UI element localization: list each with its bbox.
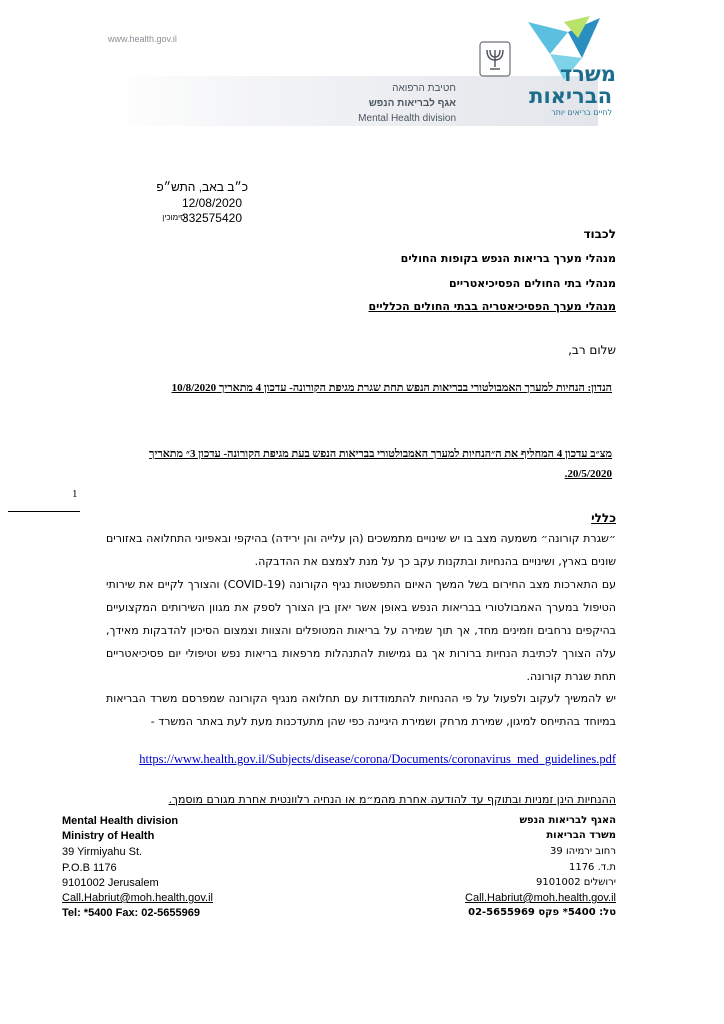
addressee-line: מנהלי מערך הפסיכיאטריה בבתי החולים הכלליים [368, 300, 616, 313]
body-paragraph: ההנחיות הינן זמניות ובתוקף עד להודעה אחרת מהמ״מ או הנחיה רלוונטית אחרת מגורם מוסמך. [168, 793, 616, 806]
attached-update-line: מצ״ב עדכון 4 המחליף את ה״הנחיות למערך האמבולטורי בבריאות הנפש בעת מגיפת הקורונה- עדכון 3״ מתאריך 20/5/2020. [149, 448, 612, 480]
footer-phone-he: טל: 5400* פקס 02-5655969 [468, 907, 616, 918]
department-name: חטיבת הרפואה [392, 83, 456, 94]
logo-text-ministry: משרד [559, 62, 616, 86]
addressee-line: מנהלי בתי החולים הפסיכיאטריים [448, 277, 616, 290]
hebrew-date: כ״ב באב, התש״פ [156, 180, 248, 194]
footer-division-en: Mental Health division [62, 815, 179, 827]
greeting: שלום רב, [568, 343, 616, 357]
footer-email-en[interactable]: Call.Habriut@moh.health.gov.il [62, 892, 213, 904]
body-paragraph: עם התארכות מצב החירום בשל המשך האיום התפשטות נגיף הקורונה (COVID-19) והצורך לקיים את שירותי הטיפול במערך האמבולטורי בבריאות הנפש באופן אשר יאזן בין הצורך לספק את מגוון השירותים המקצועיים בהיקפים נרחבים וזמינים מחד, אך תוך שמירה על בריאות המטופלים והצוות וצמצום הסיכון להדבקות מאידך, עלה הצורך לכתיבת הנחיות ברורות אך גם גמישות להתנהלות מרפאות בריאות נפש וטיפולי יום פסיכיאטריים תחת שגרת קורונה. [106, 578, 616, 683]
reference-number: 332575420 [181, 211, 242, 225]
footer-email-he[interactable]: Call.Habriut@moh.health.gov.il [465, 892, 616, 904]
footer-city-en: 9101002 Jerusalem [62, 877, 159, 889]
footer-street-en: 39 Yirmiyahu St. [62, 846, 143, 858]
footer-street-he: רחוב ירמיהו 39 [550, 846, 616, 857]
footer-division-he: האגף לבריאות הנפש [519, 815, 616, 826]
section-title: כללי [591, 511, 616, 525]
footer-pob-he: ת.ד. 1176 [568, 862, 616, 873]
letter-date: 12/08/2020 [181, 196, 242, 210]
addressee-line: מנהלי מערך בריאות הנפש בקופות החולים [400, 252, 616, 265]
menorah-emblem-icon [478, 40, 512, 78]
body-paragraph: ״שגרת קורונה״ משמעה מצב בו יש שינויים מתמשכים (הן עלייה והן ירידה) בהיקפי ובאפיוני התחלואה באזורים שונים בארץ, ושינויים בהנחיות ובתקנות עקב כך על מנת לצמצם את ההדבקה. [106, 532, 616, 568]
footnote-rule [8, 511, 80, 512]
division-name-hebrew: אגף לבריאות הנפש [368, 98, 456, 109]
footer-pob-en: P.O.B 1176 [62, 862, 117, 874]
footnote-number: 1 [72, 488, 78, 500]
guidelines-link[interactable]: https://www.health.gov.il/Subjects/disease/corona/Documents/coronavirus_med_guidelines.pdf [139, 752, 616, 766]
body-paragraph: יש להמשיך לעקוב ולפעול על פי ההנחיות להתמודדות עם תחלואה מנגיף הקורונה שמפרסם משרד הבריאות במיוחד בהתייחס למיגון, שמירת מרחק ושמירת היגיינה כפי שהן מתעדכנות מעת לעת באתר המשרד - [106, 692, 616, 728]
logo-text-health: הבריאות [529, 84, 612, 108]
footer-ministry-en: Ministry of Health [62, 830, 155, 842]
division-name-english: Mental Health division [358, 113, 456, 124]
footer-ministry-he: משרד הבריאות [546, 830, 616, 841]
footer-city-he: ירושלים 9101002 [536, 877, 616, 888]
subject-line: הנדון: הנחיות למערך האמבולטורי בבריאות הנפש תחת שגרת מגיפת הקורונה- עדכון 4 מתאריך 10/8/2020 [171, 382, 612, 394]
footer-phone-en: Tel: *5400 Fax: 02-5655969 [62, 907, 200, 919]
site-url: www.health.gov.il [108, 34, 177, 44]
reference-label: -סימוכין [162, 213, 188, 222]
to-label: לכבוד [583, 227, 616, 241]
logo-tagline: לחיים בריאים יותר [551, 108, 612, 117]
